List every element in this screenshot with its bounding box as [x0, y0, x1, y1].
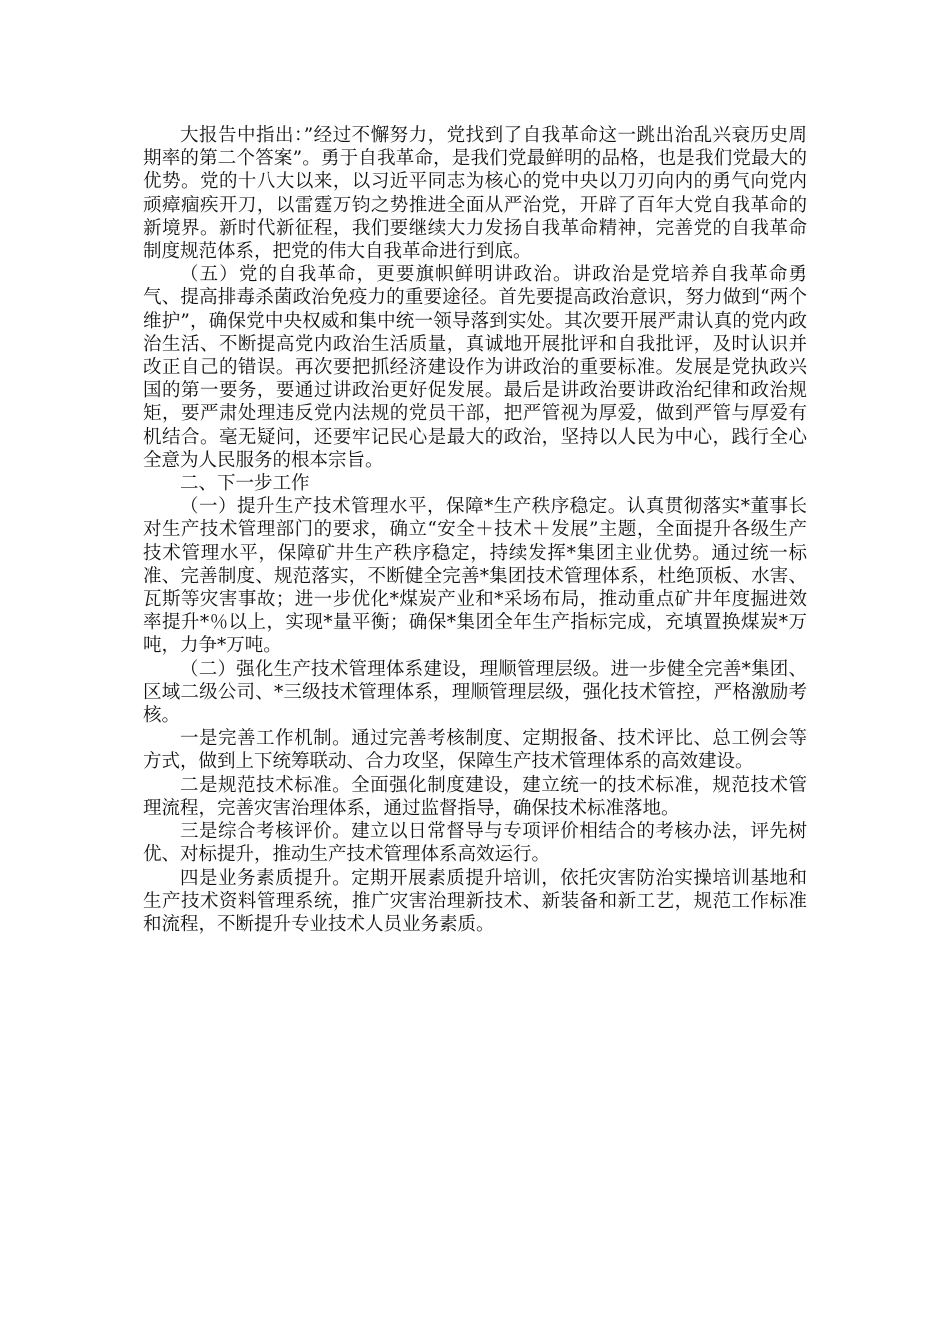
paragraph-work-mechanism: 一是完善工作机制。通过完善考核制度、定期报备、技术评比、总工例会等方式，做到上下统筹联动、合力攻坚，保障生产技术管理体系的高效建设。: [143, 728, 807, 773]
paragraph-production-management: （一）提升生产技术管理水平，保障*生产秩序稳定。认真贯彻落实*董事长对生产技术管理部门的要求，确立“安全＋技术＋发展”主题，全面提升各级生产技术管理水平，保障矿井生产秩序稳定，持续发挥*集团主业优势。通过统一标准、完善制度、规范落实，不断健全完善*集团技术管理体系，杜绝顶板、水害、瓦斯等灾害事故；进一步优化*煤炭产业和*采场布局，推动重点矿井年度掘进效率提升*％以上，实现*量平衡；确保*集团全年生产指标完成，充填置换煤炭*万吨，力争*万吨。: [143, 496, 807, 657]
section-heading-next-steps: 二、下一步工作: [180, 473, 310, 495]
paragraph-technical-standards: 二是规范技术标准。全面强化制度建设，建立统一的技术标准，规范技术管理流程，完善灾害治理体系，通过监督指导，确保技术标准落地。: [143, 774, 807, 819]
paragraph-politics: （五）党的自我革命，更要旗帜鲜明讲政治。讲政治是党培养自我革命勇气、提高排毒杀菌政治免疫力的重要途径。首先要提高政治意识，努力做到“两个维护”，确保党中央权威和集中统一领导落到实处。其次要开展严肃认真的党内政治生活、不断提高党内政治生活质量，真诚地开展批评和自我批评，及时认识并改正自己的错误。再次要把抓经济建设作为讲政治的重要标准。发展是党执政兴国的第一要务，要通过讲政治更好促发展。最后是讲政治要讲政治纪律和政治规矩，要严肃处理违反党内法规的党员干部，把严管视为厚爱，做到严管与厚爱有机结合。毫无疑问，还要牢记民心是最大的政治，坚持以人民为中心，践行全心全意为人民服务的根本宗旨。: [143, 264, 807, 471]
paragraph-self-revolution-intro: 大报告中指出：”经过不懈努力，党找到了自我革命这一跳出治乱兴衰历史周期率的第二个答案”。勇于自我革命，是我们党最鲜明的品格，也是我们党最大的优势。党的十八大以来，以习近平同志为核心的党中央以刀刃向内的勇气向党内顽瘴痼疾开刀，以雷霆万钧之势推进全面从严治党，开辟了百年大党自我革命的新境界。新时代新征程，我们要继续大力发扬自我革命精神，完善党的自我革命制度规范体系，把党的伟大自我革命进行到底。: [143, 125, 807, 263]
paragraph-management-system: （二）强化生产技术管理体系建设，理顺管理层级。进一步健全完善*集团、区域二级公司、*三级技术管理体系，理顺管理层级，强化技术管控，严格激励考核。: [143, 658, 807, 727]
document-body: [143, 124, 807, 936]
paragraph-quality-improvement: 四是业务素质提升。定期开展素质提升培训，依托灾害防治实操培训基地和生产技术资料管理系统，推广灾害治理新技术、新装备和新工艺，规范工作标准和流程，不断提升专业技术人员业务素质。: [143, 867, 807, 935]
paragraph-evaluation: 三是综合考核评价。建立以日常督导与专项评价相结合的考核办法，评先树优、对标提升，推动生产技术管理体系高效运行。: [143, 821, 807, 866]
